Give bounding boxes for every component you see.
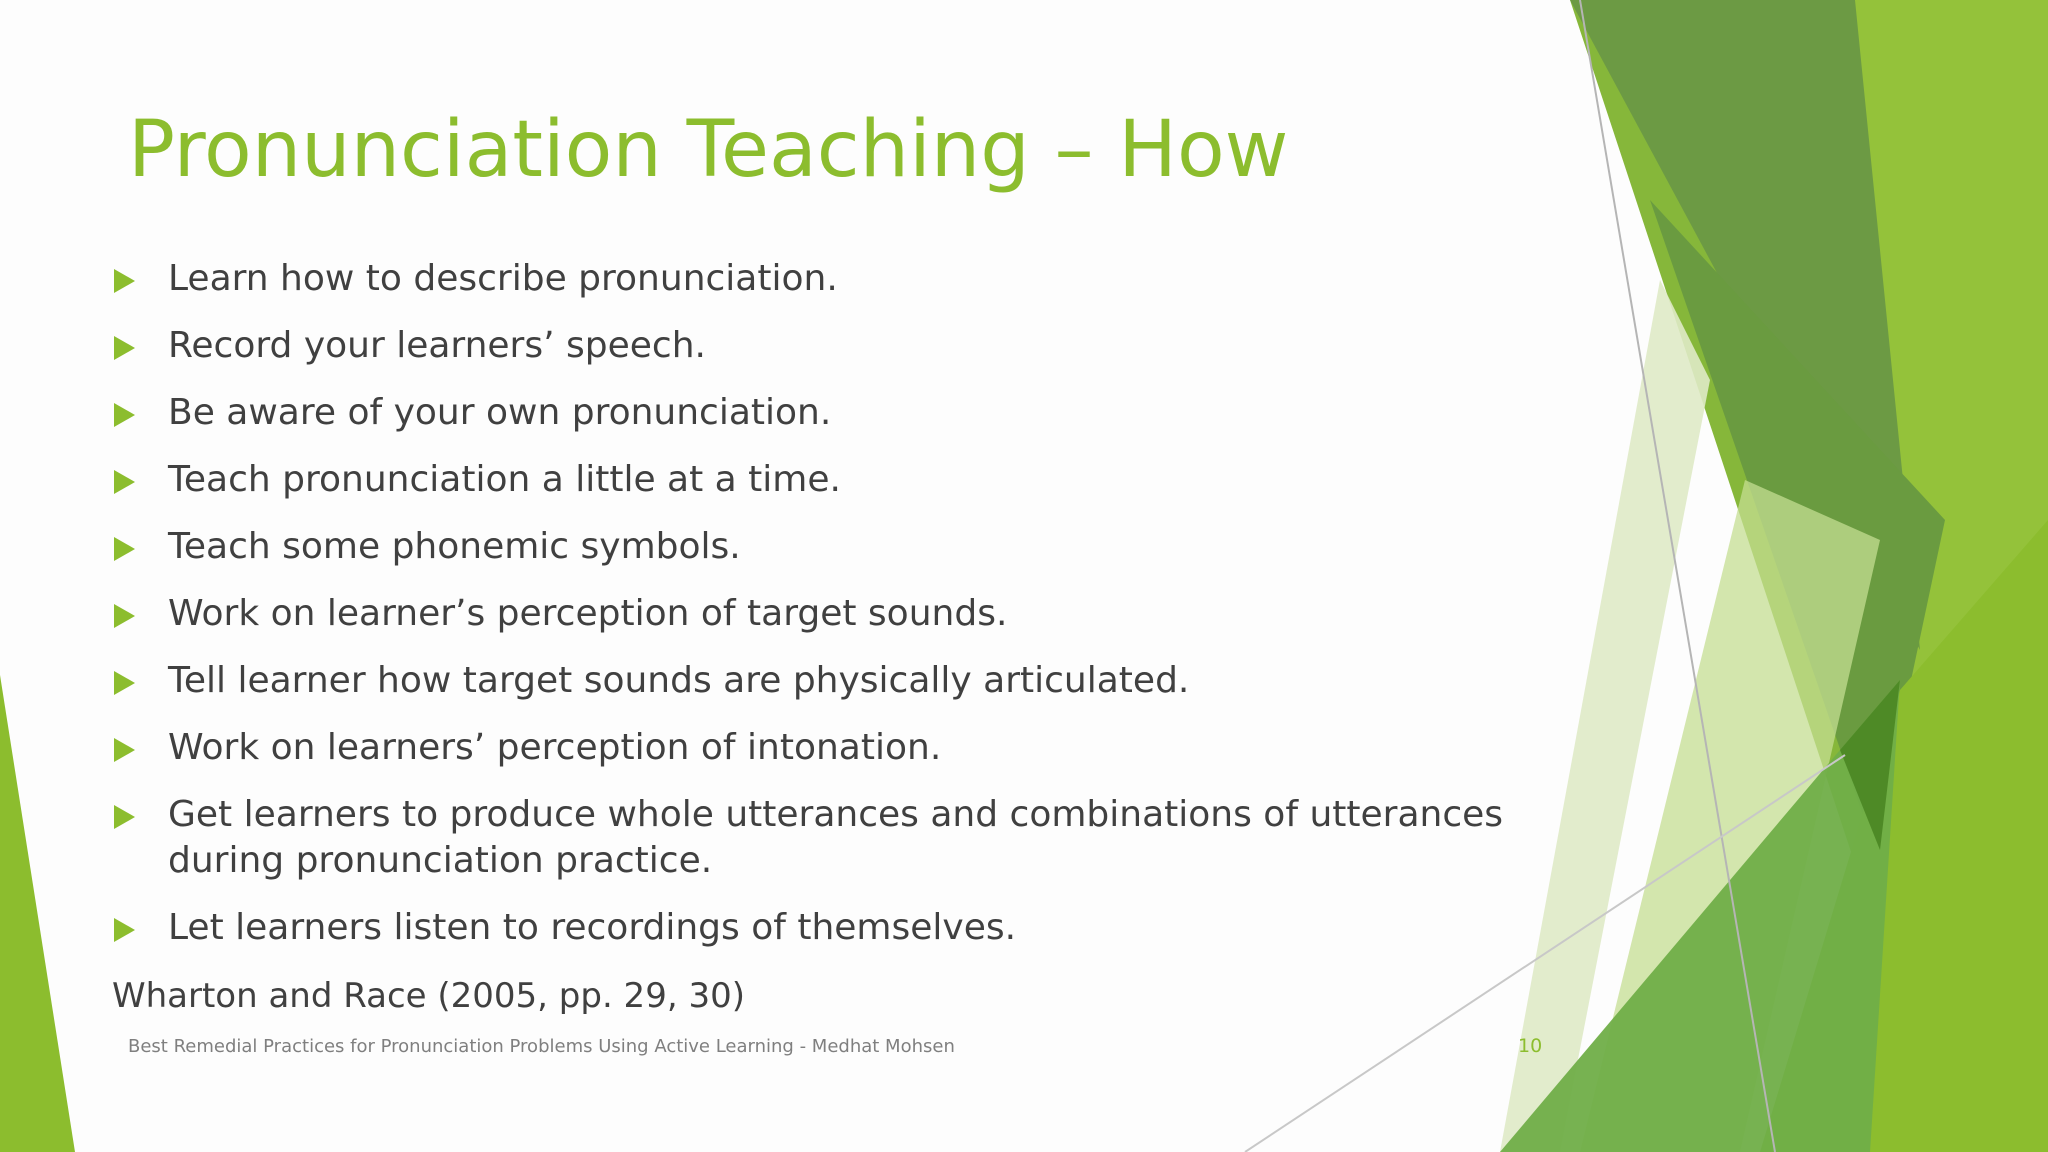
bullet-list <box>110 256 1590 972</box>
triangle-right-icon <box>114 671 135 695</box>
bullet-text: Get learners to produce whole utterances and combinations of utterances during pronunciation practice. <box>168 794 1504 881</box>
bullet-item <box>110 658 1590 704</box>
triangle-right-icon <box>114 269 135 293</box>
bullet-item <box>110 725 1590 771</box>
slide-title: Pronunciation Teaching – How <box>128 105 1289 195</box>
triangle-right-icon <box>114 604 135 628</box>
bullet-item <box>110 591 1590 637</box>
page-number: 10 <box>1518 1035 1543 1057</box>
triangle-right-icon <box>114 918 135 942</box>
bullet-text: Teach pronunciation a little at a time. <box>168 459 841 500</box>
triangle-right-icon <box>114 738 135 762</box>
bullet-text: Teach some phonemic symbols. <box>168 526 741 567</box>
triangle-right-icon <box>114 537 135 561</box>
triangle-right-icon <box>114 403 135 427</box>
triangle-right-icon <box>114 336 135 360</box>
bullet-item <box>110 524 1590 570</box>
bullet-text: Record your learners’ speech. <box>168 325 706 366</box>
citation: Wharton and Race (2005, pp. 29, 30) <box>112 976 745 1016</box>
bullet-text: Learn how to describe pronunciation. <box>168 258 838 299</box>
bullet-text: Tell learner how target sounds are physically articulated. <box>168 660 1190 701</box>
bullet-item <box>110 256 1590 302</box>
bullet-item <box>110 390 1590 436</box>
bullet-item <box>110 905 1590 951</box>
triangle-right-icon <box>114 470 135 494</box>
triangle-right-icon <box>114 805 135 829</box>
bullet-item <box>110 792 1590 884</box>
footer-text: Best Remedial Practices for Pronunciation Problems Using Active Learning - Medhat Mohsen <box>128 1036 955 1057</box>
left-green-wedge <box>0 675 75 1152</box>
bullet-text: Be aware of your own pronunciation. <box>168 392 832 433</box>
bullet-text: Work on learners’ perception of intonation. <box>168 727 942 768</box>
bullet-text: Work on learner’s perception of target sounds. <box>168 593 1008 634</box>
bullet-item <box>110 457 1590 503</box>
bullet-item <box>110 323 1590 369</box>
bullet-text: Let learners listen to recordings of themselves. <box>168 907 1017 948</box>
